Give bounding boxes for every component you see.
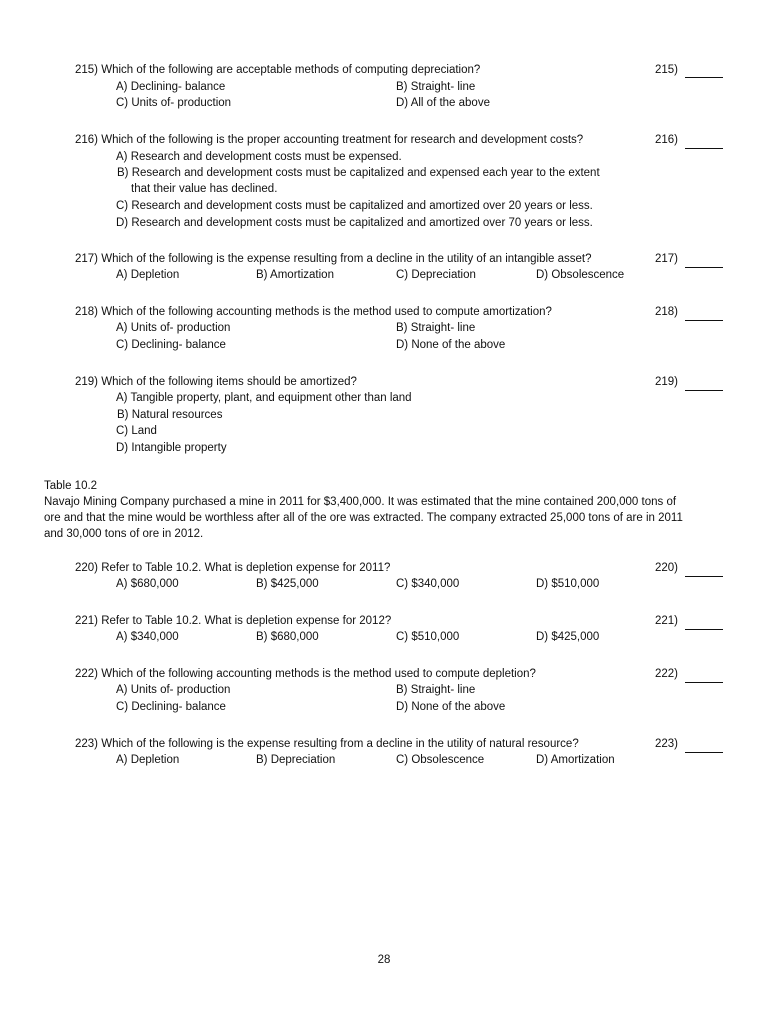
option-b: B) Straight- line [396,684,476,696]
option-a: A) Declining- balance [116,81,226,93]
option-b: B) $425,000 [256,578,319,590]
table-title: Table 10.2 [44,480,98,492]
question-number: 217) [655,253,679,265]
option-d: D) $510,000 [536,578,600,590]
option-b: B) Amortization [256,269,334,281]
option-c: C) Land [116,425,157,437]
option-a: A) Depletion [116,754,180,766]
option-a: A) Tangible property, plant, and equipment other than land [116,392,412,404]
question-stem: 218) Which of the following accounting methods is the method used to compute amortization? [75,306,552,318]
answer-blank[interactable] [685,390,723,391]
option-b: B) Natural resources [117,409,223,421]
answer-blank[interactable] [685,682,723,683]
question-stem: 223) Which of the following is the expense resulting from a decline in the utility of natural resource? [75,738,579,750]
option-d: D) Research and development costs must be capitalized and amortized over 70 years or less. [116,217,593,229]
option-c: C) Declining- balance [116,339,226,351]
option-c: C) Obsolescence [396,754,485,766]
question-number: 216) [655,134,679,146]
answer-blank[interactable] [685,752,723,753]
option-c: C) $340,000 [396,578,460,590]
option-c: C) Depreciation [396,269,476,281]
question-stem: 217) Which of the following is the expense resulting from a decline in the utility of an intangible asset? [75,253,592,265]
option-b: B) Straight- line [396,81,476,93]
answer-blank[interactable] [685,320,723,321]
option-c: C) $510,000 [396,631,460,643]
answer-blank[interactable] [685,576,723,577]
option-d: D) $425,000 [536,631,600,643]
answer-blank[interactable] [685,267,723,268]
option-a: A) Depletion [116,269,180,281]
table-10-2 [44,478,734,542]
option-b: B) Research and development costs must be capitalized and expensed each year to the extent [117,167,600,179]
option-d: D) All of the above [396,97,490,109]
option-d: D) Obsolescence [536,269,625,281]
answer-blank[interactable] [685,77,723,78]
question-number: 221) [655,615,679,627]
option-a: A) $340,000 [116,631,179,643]
table-line: Navajo Mining Company purchased a mine in 2011 for $3,400,000. It was estimated that the mine contained 200,000 tons of [44,496,677,508]
question-number: 220) [655,562,679,574]
option-d: D) None of the above [396,339,506,351]
option-b-continued: that their value has declined. [131,183,278,195]
question-stem: 221) Refer to Table 10.2. What is depletion expense for 2012? [75,615,392,627]
answer-blank[interactable] [685,148,723,149]
answer-blank[interactable] [685,629,723,630]
question-stem: 215) Which of the following are acceptable methods of computing depreciation? [75,64,481,76]
question-number: 219) [655,376,679,388]
question-stem: 216) Which of the following is the proper accounting treatment for research and development costs? [75,134,584,146]
option-c: C) Research and development costs must be capitalized and amortized over 20 years or less. [116,200,593,212]
option-a: A) Research and development costs must be expensed. [116,151,402,163]
question-stem: 222) Which of the following accounting methods is the method used to compute depletion? [75,668,536,680]
option-c: C) Declining- balance [116,701,226,713]
table-line: and 30,000 tons of ore in 2012. [44,528,204,540]
question-number: 223) [655,738,679,750]
table-line: ore and that the mine would be worthless after all of the ore was extracted. The company extracted 25,000 tons of are in 2011 [44,512,683,524]
question-number: 218) [655,306,679,318]
option-b: B) Straight- line [396,322,476,334]
option-b: B) $680,000 [256,631,319,643]
question-stem: 219) Which of the following items should be amortized? [75,376,357,388]
option-b: B) Depreciation [256,754,336,766]
question-number: 215) [655,64,679,76]
question-number: 222) [655,668,679,680]
page-number: 28 [377,954,391,966]
option-c: C) Units of- production [116,97,232,109]
option-a: A) Units of- production [116,684,231,696]
option-d: D) Intangible property [116,442,227,454]
option-a: A) $680,000 [116,578,179,590]
option-d: D) Amortization [536,754,615,766]
option-a: A) Units of- production [116,322,231,334]
option-d: D) None of the above [396,701,506,713]
question-stem: 220) Refer to Table 10.2. What is depletion expense for 2011? [75,562,391,574]
